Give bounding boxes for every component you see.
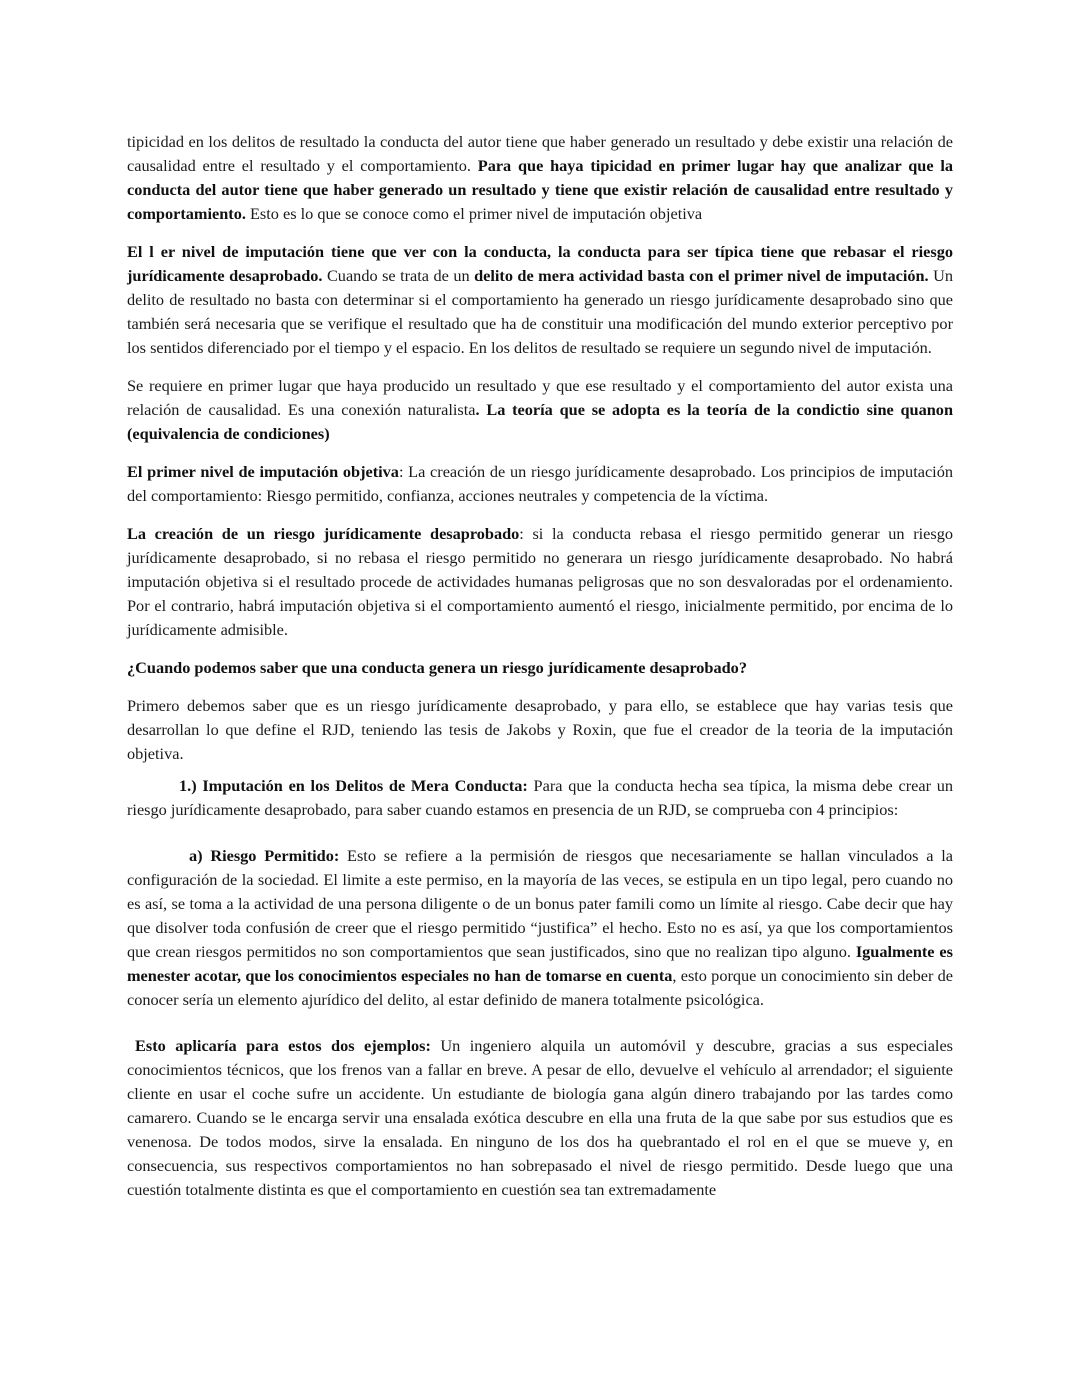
p10-text: Un ingeniero alquila un automóvil y descubre, gracias a sus especiales conocimientos técnicos, que los frenos van a fallar en breve. A pesar de ello, devuelve el vehículo al arrendador; el siguiente cliente en usar el coche sufre un accidente. Un estudiante de biología gana algún dinero trabajando por las tardes como camarero. Cuando se le encarga servir una ensalada exótica descubre en ella una fruta de la que sabe por sus estudios que es venenosa. De todos modos, sirve la ensalada. En ninguno de los dos ha quebrantado el rol en el que se mueve y, en consecuencia, sus respectivos comportamientos no han sobrepasado el nivel de riesgo permitido. Desde luego que una cuestión totalmente distinta es que el comportamiento en cuestión sea tan extremadamente	[127, 1036, 954, 1199]
paragraph-4	[127, 460, 953, 508]
p5-bold: La creación de un riesgo jurídicamente desaprobado	[127, 524, 520, 543]
p8-bold: 1.) Imputación en los Delitos de Mera Conducta:	[179, 776, 528, 795]
p3-text: Se requiere en primer lugar que haya producido un resultado y que ese resultado y el comportamiento del autor exista una relación de causalidad. Es una conexión naturalista	[127, 376, 953, 419]
p2-bold-intro: El l er nivel de imputación tiene que ver con la conducta, la conducta para ser típica tiene que rebasar el riesgo jurídicamente desaprobado.	[127, 242, 953, 285]
p4-bold: El primer nivel de imputación objetiva	[127, 462, 399, 481]
p2-text: Cuando se trata de un	[322, 266, 475, 285]
p9-bold-intro: a) Riesgo Permitido:	[189, 846, 340, 865]
document-page	[127, 130, 953, 1216]
p5-text: : si la conducta rebasa el riesgo permitido generar un riesgo jurídicamente desaprobado, si no rebasa el riesgo permitido no generara un riesgo jurídicamente desaprobado. No habrá imputación objetiva si el resultado procede de actividades humanas peligrosas que no son desvaloradas por el ordenamiento. Por el contrario, habrá imputación objetiva si el comportamiento aumentó el riesgo, inicialmente permitido, por encima de lo jurídicamente admisible.	[127, 524, 953, 639]
question-heading	[127, 656, 953, 680]
p1-bold: Para que haya tipicidad en primer lugar hay que analizar que la conducta del autor tiene que haber generado un resultado y tiene que existir relación de causalidad entre resultado y comportamiento.	[127, 156, 953, 223]
paragraph-7	[127, 694, 953, 766]
paragraph-2	[127, 240, 953, 360]
p9-bold-mid: Igualmente es menester acotar, que los conocimientos especiales no han de tomarse en cuenta	[127, 942, 953, 985]
paragraph-3	[127, 374, 953, 446]
p4-text: : La creación de un riesgo jurídicamente desaprobado. Los principios de imputación del comportamiento: Riesgo permitido, confianza, acciones neutrales y competencia de la víctima.	[127, 462, 953, 505]
p2-text-end: Un delito de resultado no basta con determinar si el comportamiento ha generado un riesgo jurídicamente desaprobado sino que también será necesaria que se verifique el resultado que ha de constituir una modificación del mundo exterior perceptivo por los sentidos diferenciado por el tiempo y el espacio. En los delitos de resultado se requiere un segundo nivel de imputación.	[127, 266, 954, 357]
paragraph-8	[127, 774, 953, 822]
paragraph-10	[127, 1034, 953, 1202]
p1-text: tipicidad en los delitos de resultado la conducta del autor tiene que haber generado un resultado y debe existir una relación de causalidad entre el resultado y el comportamiento.	[127, 132, 953, 175]
p3-bold: . La teoría que se adopta es la teoría de la condictio sine quanon (equivalencia de condiciones)	[127, 400, 953, 443]
p1-text-end: Esto es lo que se conoce como el primer nivel de imputación objetiva	[245, 204, 703, 223]
p2-bold-mid: delito de mera actividad basta con el primer nivel de imputación.	[474, 266, 929, 285]
paragraph-1	[127, 130, 953, 226]
p8-text: Para que la conducta hecha sea típica, la misma debe crear un riesgo jurídicamente desaprobado, para saber cuando estamos en presencia de un RJD, se comprueba con 4 principios:	[127, 776, 953, 819]
p7-text: Primero debemos saber que es un riesgo jurídicamente desaprobado, y para ello, se establece que hay varias tesis que desarrollan lo que define el RJD, teniendo las tesis de Jakobs y Roxin, que fue el creador de la teoria de la imputación objetiva.	[127, 696, 953, 763]
paragraph-5	[127, 522, 953, 642]
p9-text: Esto se refiere a la permisión de riesgos que necesariamente se hallan vinculados a la configuración de la sociedad. El limite a este permiso, en la mayoría de las veces, se estipula en un tipo legal, pero cuando no es así, se toma a la actividad de una persona diligente o de un bonus pater famili como un límite al riesgo. Cabe decir que hay que disolver toda confusión de creer que el riesgo permitido “justifica” el hecho. Esto no es así, ya que los comportamientos que crean riesgos permitidos no son comportamientos que sean justificados, sino que no realizan tipo alguno.	[127, 846, 953, 961]
question-text: ¿Cuando podemos saber que una conducta genera un riesgo jurídicamente desaprobado?	[127, 658, 747, 677]
paragraph-9	[127, 844, 953, 1012]
p9-text-end: , esto porque un conocimiento sin deber de conocer sería un elemento ajurídico del delito, al estar definido de manera totalmente psicológica.	[127, 966, 953, 1009]
p10-bold: Esto aplicaría para estos dos ejemplos:	[135, 1036, 431, 1055]
